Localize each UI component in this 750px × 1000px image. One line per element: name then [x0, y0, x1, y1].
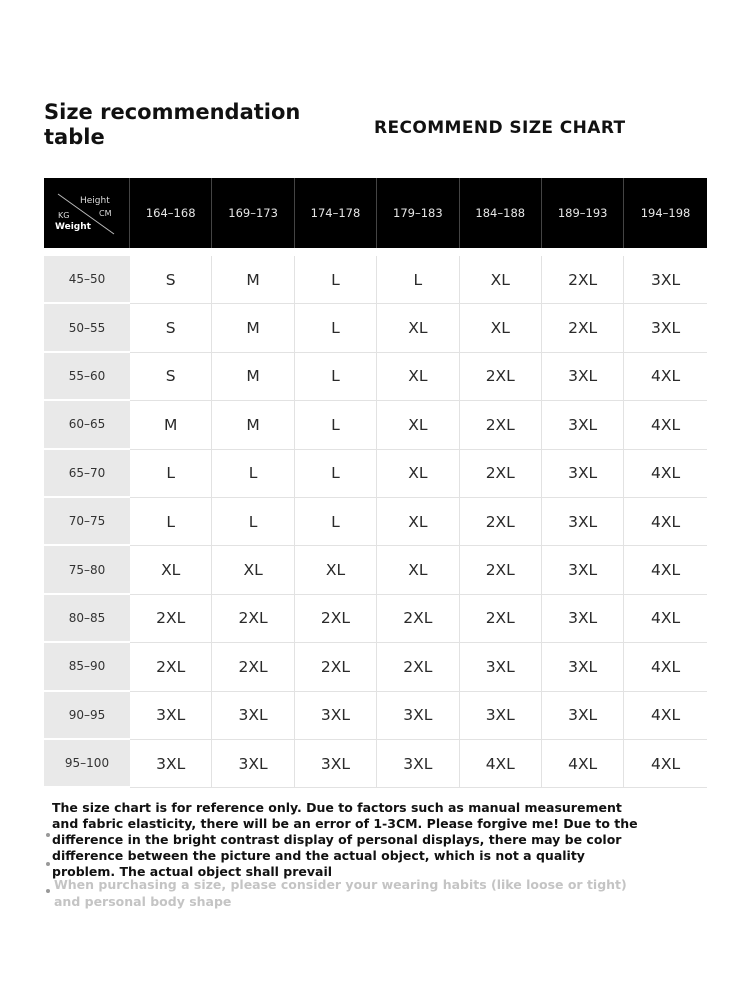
size-cell: XL [212, 546, 294, 594]
size-cell: 3XL [377, 740, 459, 788]
size-cell: 3XL [542, 498, 624, 546]
size-cell: 3XL [542, 595, 624, 643]
bullet-dot [46, 833, 50, 837]
size-cell: 3XL [542, 450, 624, 498]
size-cell: 4XL [624, 692, 706, 740]
size-cell: 2XL [460, 353, 542, 401]
size-cell: 3XL [460, 692, 542, 740]
table-row [44, 546, 707, 594]
size-cell: 2XL [295, 643, 377, 691]
size-cell: 2XL [130, 643, 212, 691]
size-cell: 3XL [130, 692, 212, 740]
weight-row-header: 75–80 [44, 546, 130, 594]
size-cell: 2XL [212, 595, 294, 643]
height-column-header: 189–193 [542, 178, 624, 248]
size-cell: L [295, 498, 377, 546]
height-column-header: 164–168 [130, 178, 212, 248]
weight-label: Weight [55, 222, 91, 232]
size-cell: L [295, 353, 377, 401]
size-cell: 3XL [295, 740, 377, 788]
weight-row-header: 60–65 [44, 401, 130, 449]
table-row [44, 256, 707, 304]
size-cell: 4XL [542, 740, 624, 788]
weight-row-header: 50–55 [44, 304, 130, 352]
size-cell: 3XL [212, 692, 294, 740]
size-cell: XL [377, 401, 459, 449]
cm-label: CM [99, 209, 112, 218]
size-cell: L [295, 401, 377, 449]
size-cell: S [130, 304, 212, 352]
diagonal-divider [44, 178, 130, 248]
table-row [44, 740, 707, 788]
size-cell: 4XL [624, 595, 706, 643]
size-table [44, 256, 707, 788]
size-cell: L [130, 498, 212, 546]
size-cell: 4XL [624, 740, 706, 788]
size-cell: 4XL [460, 740, 542, 788]
table-header [44, 178, 707, 248]
table-row [44, 692, 707, 740]
size-cell: L [212, 498, 294, 546]
size-cell: 4XL [624, 450, 706, 498]
size-cell: 4XL [624, 353, 706, 401]
height-label: Height [80, 196, 110, 206]
size-cell: 4XL [624, 498, 706, 546]
size-cell: S [130, 256, 212, 304]
disclaimer-text: The size chart is for reference only. Due to factors such as manual measurement and fabric elasticity, there will be an error of 1-3CM. Please forgive me! Due to the difference in the bright contrast display of personal displays, there may be color difference between the picture and the actual object, which is not a quality problem. The actual object shall prevail [52, 800, 638, 879]
size-cell: XL [377, 304, 459, 352]
weight-row-header: 90–95 [44, 692, 130, 740]
size-cell: L [130, 450, 212, 498]
size-cell: L [377, 256, 459, 304]
height-column-header: 194–198 [640, 206, 691, 220]
size-cell: 2XL [130, 595, 212, 643]
weight-row-header: 55–60 [44, 353, 130, 401]
size-cell: 2XL [377, 595, 459, 643]
weight-row-header: 45–50 [44, 256, 130, 304]
size-cell: XL [377, 353, 459, 401]
size-cell: M [212, 401, 294, 449]
height-column-header: 179–183 [377, 178, 459, 248]
size-cell: L [295, 450, 377, 498]
height-column-header: 169–173 [212, 178, 294, 248]
size-cell: L [212, 450, 294, 498]
corner-cell [44, 178, 130, 248]
table-row [44, 450, 707, 498]
size-cell: 2XL [212, 643, 294, 691]
table-row [44, 595, 707, 643]
size-cell: 3XL [542, 401, 624, 449]
size-cell: M [130, 401, 212, 449]
size-cell: 2XL [542, 256, 624, 304]
size-cell: 2XL [460, 401, 542, 449]
size-cell: L [295, 256, 377, 304]
size-cell: M [212, 256, 294, 304]
size-cell: 3XL [542, 546, 624, 594]
size-cell: XL [377, 450, 459, 498]
size-cell: 3XL [295, 692, 377, 740]
size-cell: 4XL [624, 546, 706, 594]
size-cell: M [212, 353, 294, 401]
size-cell: L [295, 304, 377, 352]
size-cell: 4XL [624, 401, 706, 449]
bullet-dot [46, 889, 50, 893]
size-cell: 2XL [460, 498, 542, 546]
size-cell: 2XL [377, 643, 459, 691]
size-cell: XL [460, 256, 542, 304]
weight-row-header: 85–90 [44, 643, 130, 691]
size-cell: 4XL [624, 643, 706, 691]
table-row [44, 643, 707, 691]
size-cell: 2XL [542, 304, 624, 352]
table-row [44, 304, 707, 352]
weight-row-header: 70–75 [44, 498, 130, 546]
wearing-habits-note: When purchasing a size, please consider your wearing habits (like loose or tight) and personal body shape [54, 877, 627, 909]
size-cell: S [130, 353, 212, 401]
size-cell: XL [295, 546, 377, 594]
size-cell: M [212, 304, 294, 352]
bullet-dot [46, 862, 50, 866]
size-cell: XL [377, 498, 459, 546]
chart-heading: RECOMMEND SIZE CHART [374, 118, 626, 138]
size-cell: 3XL [460, 643, 542, 691]
size-cell: 2XL [460, 546, 542, 594]
size-cell: 3XL [624, 304, 706, 352]
kg-label: KG [58, 211, 70, 220]
size-cell: 3XL [542, 353, 624, 401]
page-title: Size recommendation table [44, 100, 301, 149]
size-cell: 3XL [130, 740, 212, 788]
table-row [44, 353, 707, 401]
size-cell: 2XL [460, 450, 542, 498]
size-cell: 3XL [624, 256, 706, 304]
weight-row-header: 80–85 [44, 595, 130, 643]
size-cell: XL [460, 304, 542, 352]
size-cell: 3XL [542, 692, 624, 740]
height-column-header: 174–178 [295, 178, 377, 248]
size-cell: 2XL [295, 595, 377, 643]
table-row [44, 498, 707, 546]
size-cell: XL [377, 546, 459, 594]
size-cell: 2XL [460, 595, 542, 643]
weight-row-header: 95–100 [44, 740, 130, 788]
size-cell: 3XL [377, 692, 459, 740]
weight-row-header: 65–70 [44, 450, 130, 498]
height-column-header: 184–188 [460, 178, 542, 248]
table-row [44, 401, 707, 449]
size-cell: 3XL [212, 740, 294, 788]
size-cell: XL [130, 546, 212, 594]
size-cell: 3XL [542, 643, 624, 691]
